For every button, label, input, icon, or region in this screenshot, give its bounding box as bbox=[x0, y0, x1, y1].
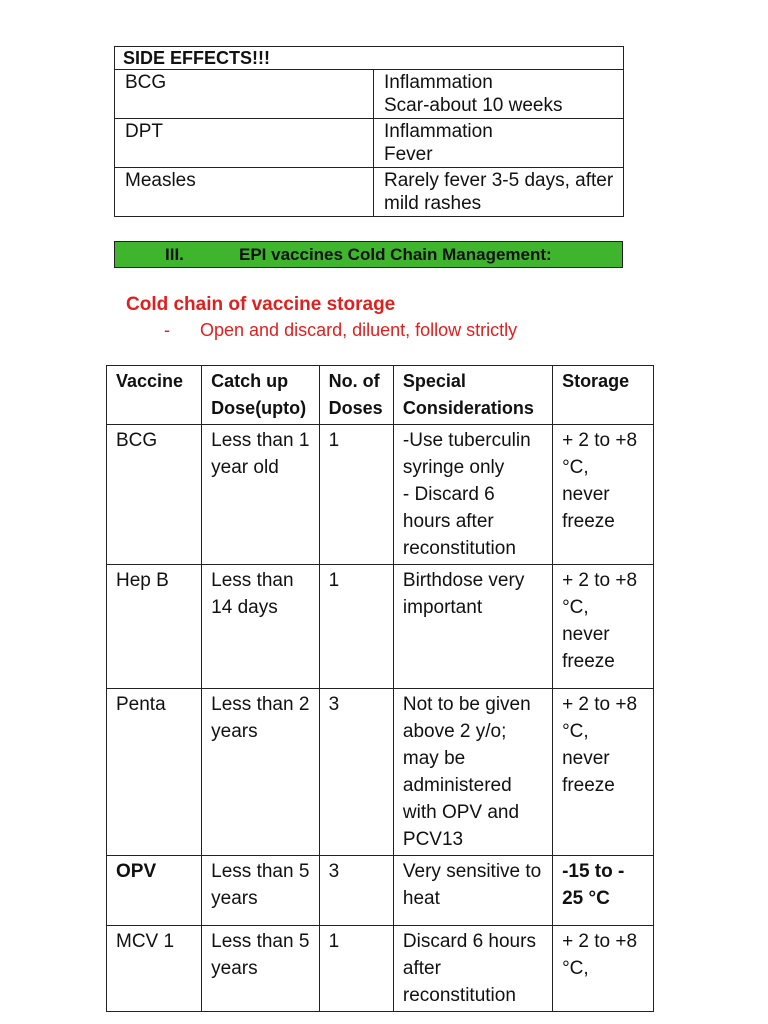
table-row bbox=[107, 856, 654, 926]
bullet-dash: - bbox=[164, 320, 170, 340]
cold-chain-bullet bbox=[164, 320, 517, 341]
side-effects-header: SIDE EFFECTS!!! bbox=[115, 47, 624, 70]
catch-up-dose: Less than 2 years bbox=[202, 689, 319, 856]
number-of-doses: 1 bbox=[319, 926, 393, 1012]
table-row bbox=[107, 689, 654, 856]
table-row bbox=[107, 926, 654, 1012]
side-effect-line: Inflammation bbox=[384, 72, 493, 93]
catch-up-dose: Less than 5 years bbox=[202, 926, 319, 1012]
vaccine-name: BCG bbox=[107, 425, 202, 565]
side-effect-line: Fever bbox=[384, 144, 433, 165]
catch-up-dose: Less than 14 days bbox=[202, 565, 319, 689]
table-row bbox=[115, 168, 624, 217]
vaccine-name: MCV 1 bbox=[107, 926, 202, 1012]
side-effect-vaccine: Measles bbox=[115, 168, 374, 217]
side-effect-description bbox=[374, 119, 624, 168]
vaccine-name: OPV bbox=[107, 856, 202, 926]
number-of-doses: 1 bbox=[319, 565, 393, 689]
section-header-bar bbox=[114, 241, 623, 268]
side-effect-vaccine: BCG bbox=[115, 70, 374, 119]
side-effect-line: mild rashes bbox=[384, 193, 482, 214]
side-effect-line: Inflammation bbox=[384, 121, 493, 142]
special-considerations: -Use tuberculin syringe only - Discard 6 hours after reconstitution bbox=[393, 425, 552, 565]
column-header: Special Considerations bbox=[393, 366, 552, 425]
table-row bbox=[115, 70, 624, 119]
table-header-row bbox=[107, 366, 654, 425]
storage: + 2 to +8 °C, never freeze bbox=[553, 689, 654, 856]
storage: + 2 to +8 °C, never freeze bbox=[553, 425, 654, 565]
special-considerations: Not to be given above 2 y/o; may be administered with OPV and PCV13 bbox=[393, 689, 552, 856]
table-row bbox=[115, 119, 624, 168]
number-of-doses: 1 bbox=[319, 425, 393, 565]
side-effect-line: Rarely fever 3-5 days, after bbox=[384, 170, 614, 191]
special-considerations: Birthdose very important bbox=[393, 565, 552, 689]
column-header: Catch up Dose(upto) bbox=[202, 366, 319, 425]
special-considerations: Very sensitive to heat bbox=[393, 856, 552, 926]
side-effects-table bbox=[114, 46, 624, 217]
number-of-doses: 3 bbox=[319, 856, 393, 926]
vaccine-name: Hep B bbox=[107, 565, 202, 689]
special-considerations: Discard 6 hours after reconstitution bbox=[393, 926, 552, 1012]
storage: -15 to - 25 °C bbox=[553, 856, 654, 926]
section-title: EPI vaccines Cold Chain Management: bbox=[239, 245, 552, 264]
table-row bbox=[107, 425, 654, 565]
cold-chain-bullet-text: Open and discard, diluent, follow strictly bbox=[200, 320, 518, 340]
vaccine-table bbox=[106, 365, 654, 1012]
side-effect-description bbox=[374, 168, 624, 217]
number-of-doses: 3 bbox=[319, 689, 393, 856]
column-header: Vaccine bbox=[107, 366, 202, 425]
cold-chain-title: Cold chain of vaccine storage bbox=[126, 294, 396, 315]
section-number: III. bbox=[165, 245, 184, 264]
vaccine-name: Penta bbox=[107, 689, 202, 856]
column-header: Storage bbox=[553, 366, 654, 425]
table-row bbox=[107, 565, 654, 689]
side-effect-description bbox=[374, 70, 624, 119]
catch-up-dose: Less than 1 year old bbox=[202, 425, 319, 565]
column-header: No. of Doses bbox=[319, 366, 393, 425]
side-effect-vaccine: DPT bbox=[115, 119, 374, 168]
side-effect-line: Scar-about 10 weeks bbox=[384, 95, 563, 116]
catch-up-dose: Less than 5 years bbox=[202, 856, 319, 926]
storage: + 2 to +8 °C, bbox=[553, 926, 654, 1012]
storage: + 2 to +8 °C, never freeze bbox=[553, 565, 654, 689]
